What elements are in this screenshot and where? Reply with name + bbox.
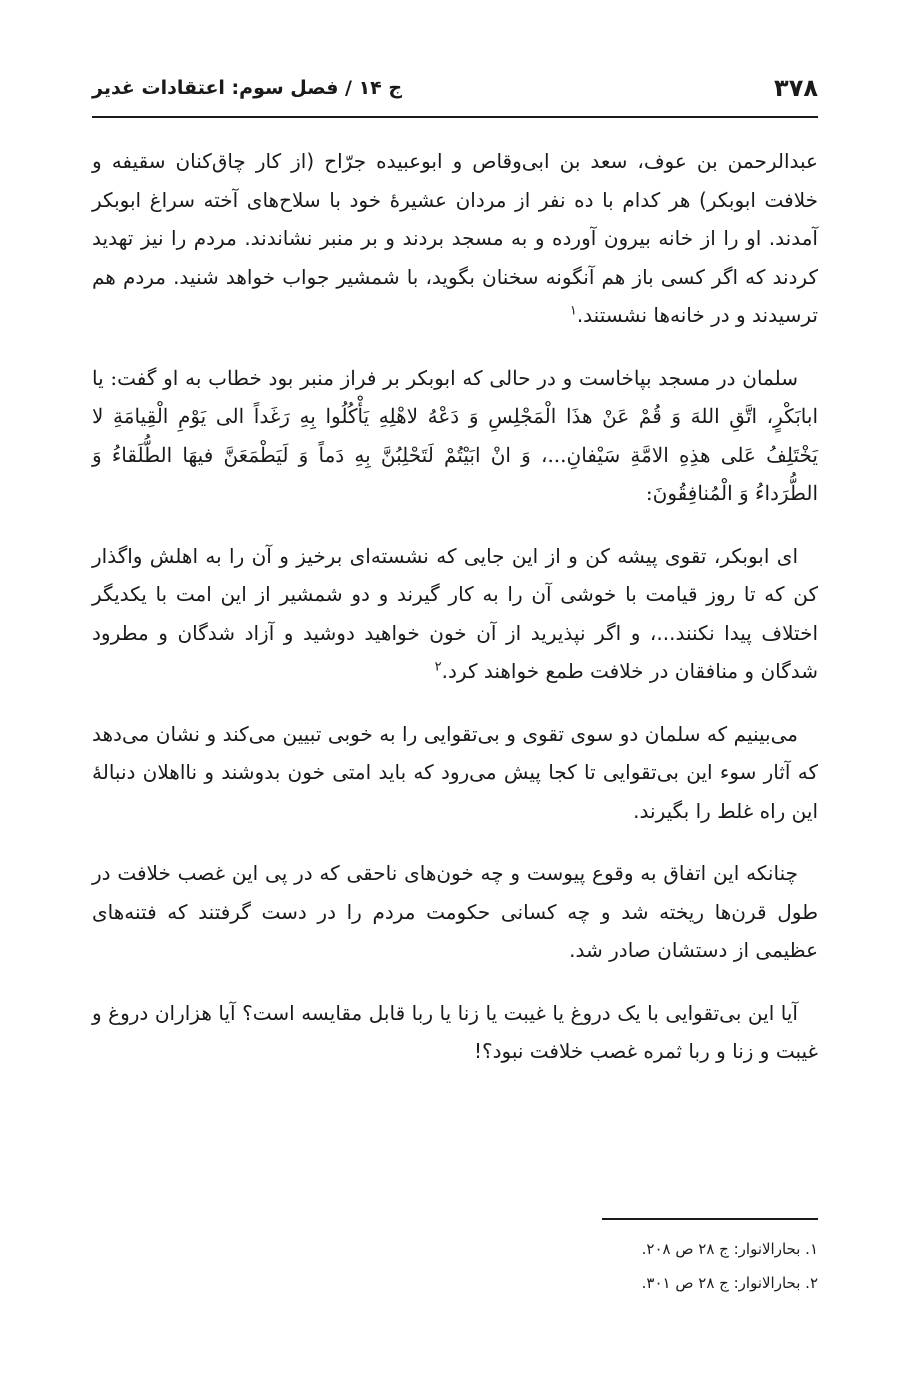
running-title: ج ۱۴ / فصل سوم: اعتقادات غدیر — [92, 77, 403, 99]
paragraph-2: سلمان در مسجد بپاخاست و در حالی که ابوبکر بر فراز منبر بود خطاب به او گفت: یا ابابَکْرٍ، اتَّقِ اللهَ وَ قُمْ عَنْ هذَا الْمَجْلِسِ وَ دَعْهُ لاهْلِهِ یَأْکُلُوا بِهِ رَغَداً الی یَوْمِ الْقِیامَةِ لا یَخْتَلِفُ عَلی هذِهِ الامَّةِ سَیْفانِ...، وَ انْ ابَیْتُمْ لَتَحْلِبُنَّ بِهِ دَماً وَ لَیَطْمَعَنَّ فیهَا الطُّلَقاءُ وَ الطُّرَداءُ وَ الْمُنافِقُونَ: — [92, 365, 818, 505]
paragraph-4: می‌بینیم که سلمان دو سوی تقوی و بی‌تقوایی را به خوبی تبیین می‌کند و نشان می‌دهد که آثار سوء این بی‌تقوایی تا کجا پیش می‌رود که باید امتی خون بدوشند و نااهلان دنبالهٔ این راه غلط را بگیرند. — [92, 721, 818, 823]
footnotes — [92, 1232, 818, 1300]
page-number: ۳۷۸ — [774, 74, 818, 102]
footnote-mark-2: ۲ — [434, 659, 442, 675]
footnote-mark-1: ۱ — [569, 303, 577, 319]
paragraph-5: چنانکه این اتفاق به وقوع پیوست و چه خون‌های ناحقی که در پی این غصب خلافت در طول قرن‌ها ریخته شد و چه کسانی حکومت مردم را در دست گرفتند که فتنه‌های عظیمی از دستشان صادر شد. — [92, 861, 818, 962]
header-rule — [92, 116, 818, 118]
paragraph-6: آیا این بی‌تقوایی با یک دروغ یا غیبت یا زنا یا ربا قابل مقایسه است؟ آیا هزاران دروغ و غیبت و زنا و ربا ثمره غصب خلافت نبود؟! — [92, 1000, 818, 1063]
paragraph-1: عبدالرحمن بن عوف، سعد بن ابی‌وقاص و ابوعبیده جرّاح (از کار چاق‌کنان سقیفه و خلافت ابوبکر) هر کدام با ده نفر از مردان عشیرهٔ خود با سلاح‌های آخته سراغ ابوبکر آمدند. او را از خانه بیرون آورده و به مسجد بردند و بر منبر نشاندند. مردم را نیز تهدید کردند که اگر کسی باز هم آنگونه سخنان بگوید، با شمشیر جواب خواهد شنید. مردم هم ترسیدند و در خانه‌ها نشستند.$^۱$ — [92, 149, 818, 327]
footnote-2: ۲. بحارالانوار: ج ۲۸ ص ۳۰۱. — [641, 1274, 818, 1292]
footnote-1: ۱. بحارالانوار: ج ۲۸ ص ۲۰۸. — [641, 1240, 818, 1258]
body-text — [92, 142, 818, 1095]
document-page — [92, 0, 818, 1390]
paragraph-3: ای ابوبکر، تقوی پیشه کن و از این جایی که نشسته‌ای برخیز و آن را به اهلش واگذار کن که تا روز قیامت با خوشی آن را به کار گیرند و دو شمشیر از این امت با یکدیگر اختلاف پیدا نکنند...، و اگر نپذیرید از آن خون خواهید دوشید و آزاد شدگان و مطرود شدگان و منافقان در خلافت طمع خواهند کرد.$^۲$ — [92, 543, 818, 683]
footnote-rule — [602, 1218, 818, 1220]
page-header — [92, 68, 818, 108]
